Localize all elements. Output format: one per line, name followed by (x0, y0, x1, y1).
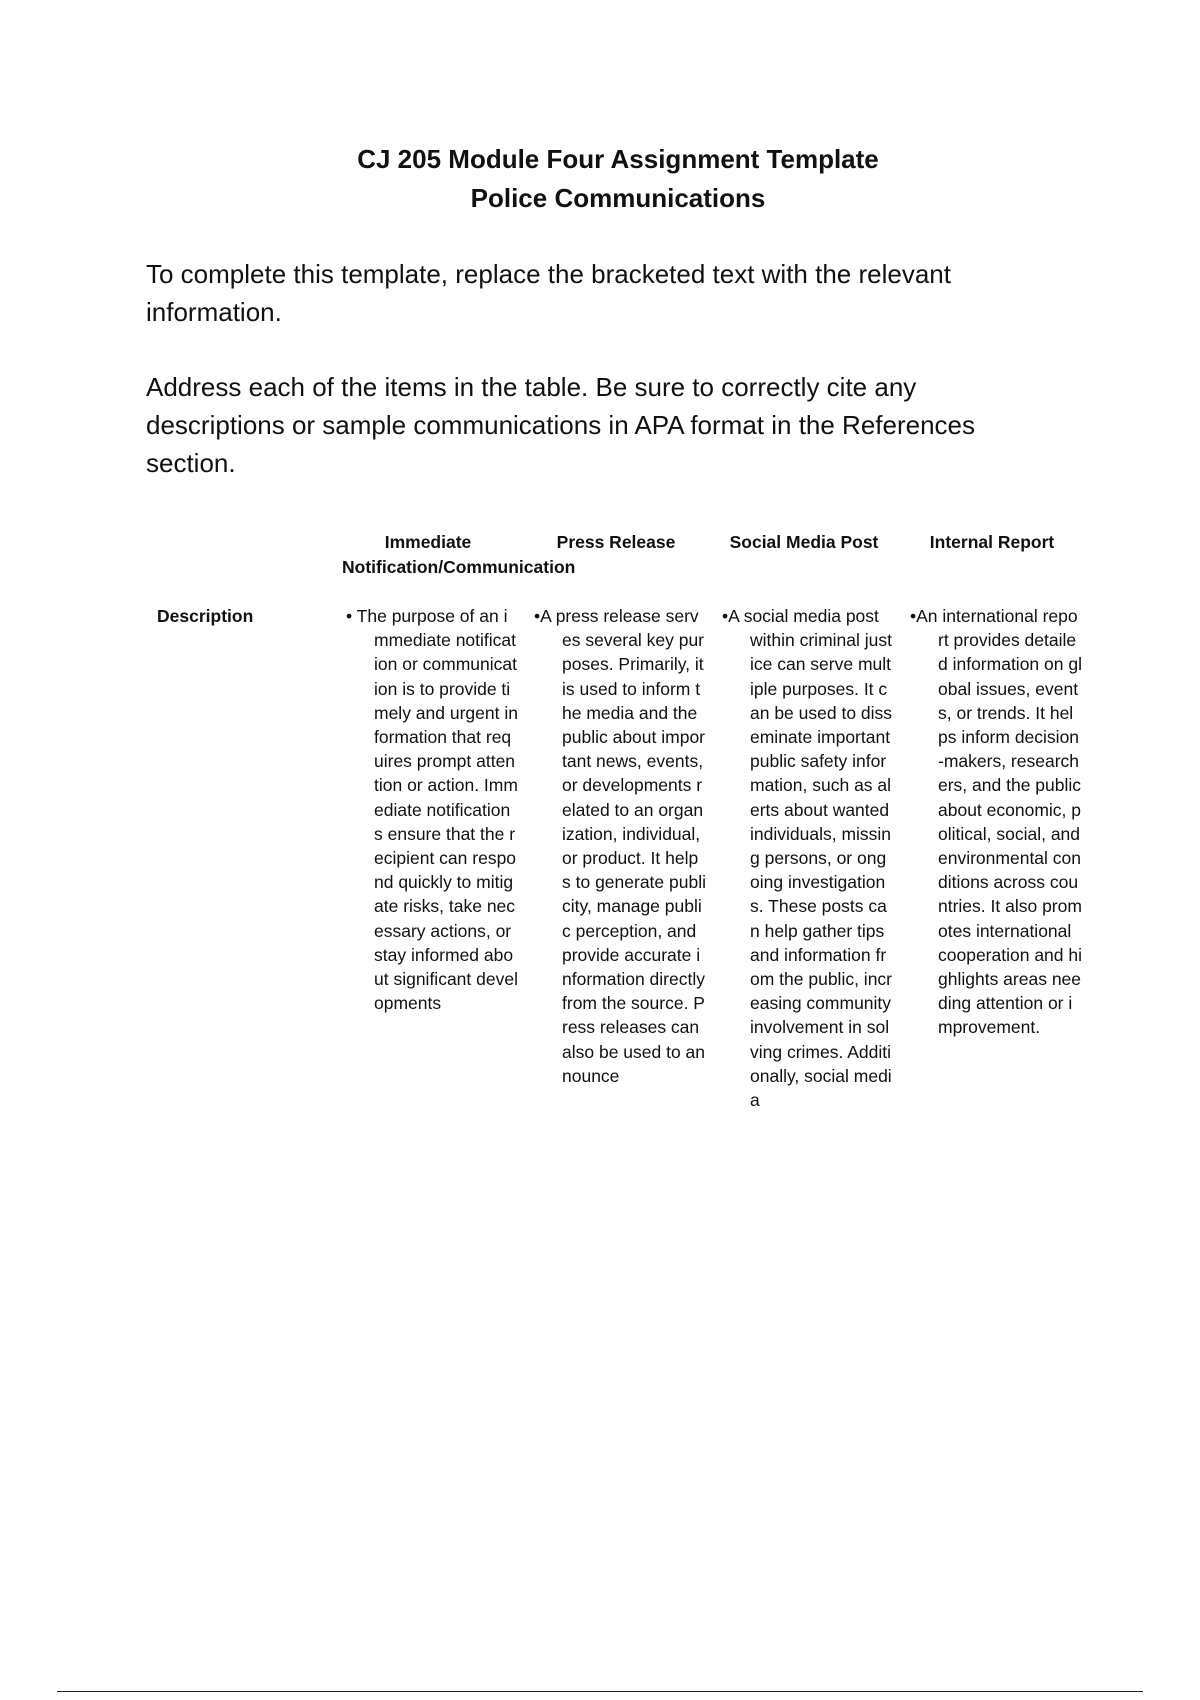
table-header-row (146, 530, 1086, 580)
cell-internal-report-description: •An international report provides detailed information on global issues, events, or trends. It helps inform decision-makers, researchers, and the public about economic, political, social, and environmental conditions across countries. It also promotes international cooperation and highlights areas needing attention or improvement. (910, 606, 1082, 1038)
communications-table (146, 530, 1086, 1112)
column-header-press-release: Press Release (556, 532, 676, 552)
document-title (0, 140, 1200, 218)
column-header-internal-report: Internal Report (929, 532, 1055, 552)
table-row (146, 604, 1086, 1112)
title-line-1: CJ 205 Module Four Assignment Template (357, 144, 879, 174)
cell-social-media-post-description: •A social media post within criminal justice can serve multiple purposes. It can be used to disseminate important public safety information, such as alerts about wanted individuals, missing persons, or ongoing investigations. These posts can help gather tips and information from the public, increasing community involvement in solving crimes. Additionally, social media (722, 606, 893, 1111)
title-line-2: Police Communications (470, 183, 766, 213)
column-header-immediate-notification: Immediate Notification/Communication (342, 532, 576, 577)
cell-immediate-notification-description: • The purpose of an immediate notification or communication is to provide timely and urgent information that requires prompt attention or action. Immediate notifications ensure that the recipient can respond quickly to mitigate risks, take necessary actions, or stay informed about significant developments (346, 606, 518, 1014)
page-bottom-divider (57, 1691, 1143, 1692)
cell-press-release-description: •A press release serves several key purposes. Primarily, it is used to inform the media and the public about important news, events, or developments related to an organization, individual, or product. It helps to generate publicity, manage public perception, and provide accurate information directly from the source. Press releases can also be used to announce (534, 606, 706, 1086)
header-empty-cell (146, 530, 334, 580)
instructions-paragraph-2: Address each of the items in the table. Be sure to correctly cite any descriptions or sample communications in APA format in the References section. (146, 372, 976, 478)
column-header-social-media-post: Social Media Post (729, 532, 879, 552)
row-label-description: Description (157, 606, 254, 626)
instructions-paragraph-1: To complete this template, replace the bracketed text with the relevant information. (146, 259, 951, 327)
